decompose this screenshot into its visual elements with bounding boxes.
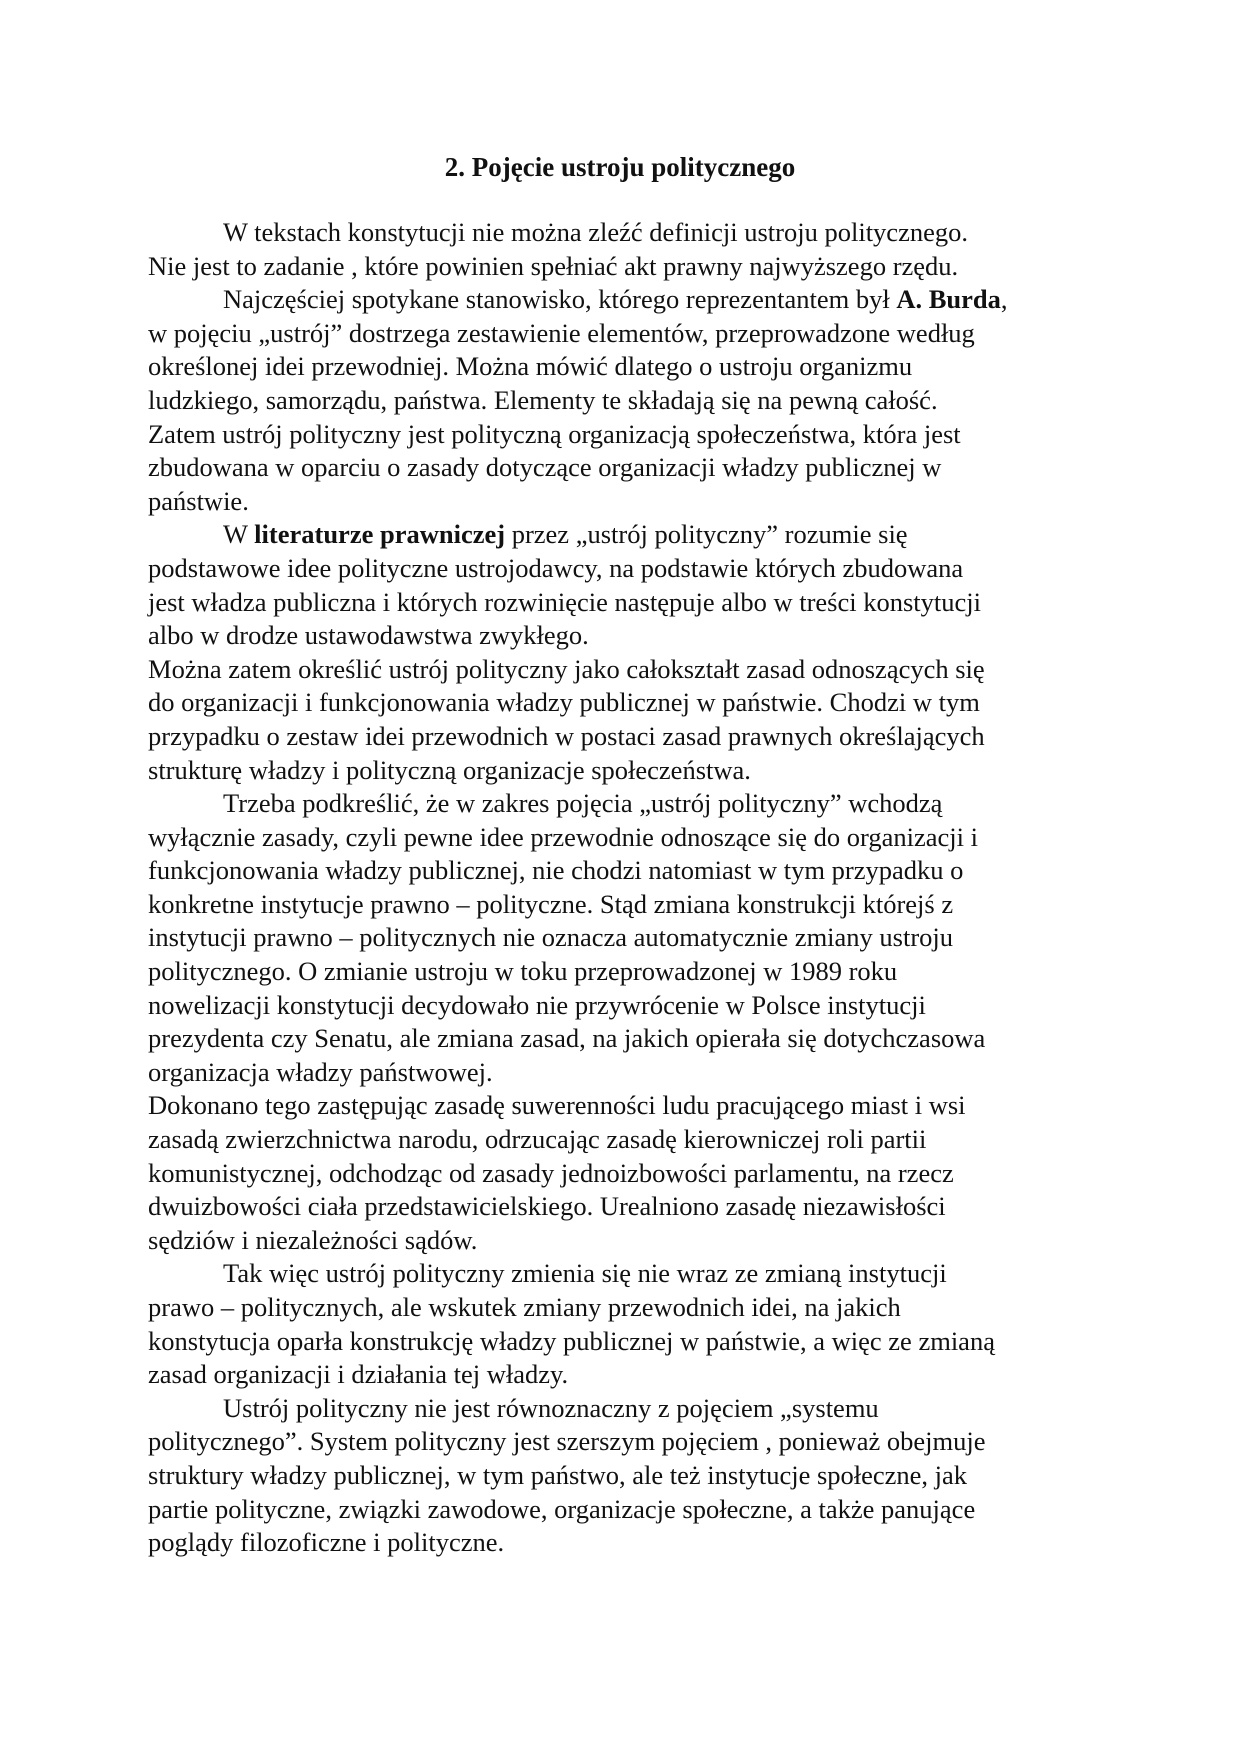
- text-span: nowelizacji konstytucji decydowało nie przywrócenie w Polsce instytucji: [148, 989, 926, 1020]
- text-line: [148, 1459, 1108, 1493]
- text-span: Zatem ustrój polityczny jest polityczną organizacją społeczeństwa, która jest: [148, 418, 961, 449]
- text-line: [148, 955, 1108, 989]
- text-line: [148, 1123, 1108, 1157]
- text-line: [148, 787, 1108, 821]
- text-span: poglądy filozoficzne i polityczne.: [148, 1527, 505, 1558]
- text-span: zasadą zwierzchnictwa narodu, odrzucając zasadę kierowniczej roli partii: [148, 1124, 927, 1155]
- text-span: komunistycznej, odchodząc od zasady jednoizbowości parlamentu, na rzecz: [148, 1157, 954, 1188]
- text-line: [148, 1392, 1108, 1426]
- text-line: [148, 1157, 1108, 1191]
- text-span: prezydenta czy Senatu, ale zmiana zasad, na jakich opierała się dotychczasowa: [148, 1023, 986, 1054]
- text-span: struktury władzy publicznej, w tym państwo, ale też instytucje społeczne, jak: [148, 1459, 968, 1490]
- text-span: przez „ustrój polityczny” rozumie się: [505, 519, 908, 550]
- text-span: Nie jest to zadanie , które powinien spełniać akt prawny najwyższego rzędu.: [148, 250, 959, 281]
- text-line: [148, 216, 1108, 250]
- text-line: [148, 1056, 1108, 1090]
- text-span: określonej idei przewodniej. Można mówić dlatego o ustroju organizmu: [148, 351, 913, 382]
- text-span: albo w drodze ustawodawstwa zwykłego.: [148, 620, 589, 651]
- text-line: [148, 518, 1108, 552]
- text-span: Dokonano tego zastępując zasadę suwerenności ludu pracującego miast i wsi: [148, 1090, 966, 1121]
- text-span: W: [223, 519, 255, 550]
- document-body: [148, 216, 1108, 1560]
- bold-text: literaturze prawniczej: [254, 519, 506, 550]
- text-span: sędziów i niezależności sądów.: [148, 1224, 478, 1255]
- text-span: instytucji prawno – politycznych nie oznacza automatycznie zmiany ustroju: [148, 922, 954, 953]
- text-line: [148, 418, 1108, 452]
- text-span: konstytucja oparła konstrukcję władzy publicznej w państwie, a więc ze zmianą: [148, 1325, 995, 1356]
- text-line: [148, 720, 1108, 754]
- text-line: [148, 888, 1108, 922]
- text-line: [148, 1526, 1108, 1560]
- text-span: Tak więc ustrój polityczny zmienia się nie wraz ze zmianą instytucji: [223, 1258, 947, 1289]
- text-line: [148, 250, 1108, 284]
- text-line: [148, 686, 1108, 720]
- text-line: [148, 1022, 1108, 1056]
- text-line: [148, 619, 1108, 653]
- text-span: Ustrój polityczny nie jest równoznaczny z pojęciem „systemu: [223, 1392, 879, 1423]
- text-span: prawo – politycznych, ale wskutek zmiany przewodnich idei, na jakich: [148, 1292, 901, 1322]
- text-span: państwie.: [148, 485, 249, 516]
- text-span: dwuizbowości ciała przedstawicielskiego. Urealniono zasadę niezawisłości: [148, 1191, 946, 1222]
- text-span: zbudowana w oparciu o zasady dotyczące organizacji władzy publicznej w: [148, 452, 942, 483]
- text-line: [148, 1325, 1108, 1359]
- text-span: podstawowe idee polityczne ustrojodawcy, na podstawie których zbudowana: [148, 552, 964, 583]
- text-line: [148, 317, 1108, 351]
- text-span: organizacja władzy państwowej.: [148, 1056, 493, 1087]
- text-line: [148, 754, 1108, 788]
- text-span: strukturę władzy i polityczną organizacje społeczeństwa.: [148, 754, 751, 785]
- text-line: [148, 1089, 1108, 1123]
- text-span: przypadku o zestaw idei przewodnich w postaci zasad prawnych określających: [148, 720, 985, 751]
- text-line: [148, 854, 1108, 888]
- text-line: [148, 1291, 1108, 1325]
- text-line: [148, 821, 1108, 855]
- text-line: [148, 1257, 1108, 1291]
- text-span: jest władza publiczna i których rozwinięcie następuje albo w treści konstytucji: [148, 586, 982, 617]
- text-span: Najczęściej spotykane stanowisko, którego reprezentantem był: [223, 284, 897, 315]
- text-line: [148, 921, 1108, 955]
- text-span: w pojęciu „ustrój” dostrzega zestawienie elementów, przeprowadzone według: [148, 317, 975, 348]
- text-line: [148, 653, 1108, 687]
- bold-text: A. Burda: [896, 284, 1001, 315]
- text-span: Można zatem określić ustrój polityczny jako całokształt zasad odnoszących się: [148, 653, 985, 684]
- text-span: W tekstach konstytucji nie można zleźć definicji ustroju politycznego.: [223, 217, 968, 247]
- text-line: [148, 552, 1108, 586]
- text-span: zasad organizacji i działania tej władzy.: [148, 1359, 569, 1390]
- text-line: [148, 384, 1108, 418]
- text-line: [148, 1190, 1108, 1224]
- page-title: 2. Pojęcie ustroju politycznego: [444, 152, 796, 182]
- text-span: do organizacji i funkcjonowania władzy publicznej w państwie. Chodzi w tym: [148, 687, 980, 718]
- text-span: funkcjonowania władzy publicznej, nie chodzi natomiast w tym przypadku o: [148, 855, 964, 886]
- text-line: [148, 485, 1108, 519]
- text-line: [148, 350, 1108, 384]
- text-line: [148, 1425, 1108, 1459]
- text-span: partie polityczne, związki zawodowe, organizacje społeczne, a także panujące: [148, 1493, 976, 1524]
- text-line: [148, 451, 1108, 485]
- text-line: [148, 1493, 1108, 1527]
- text-span: politycznego”. System polityczny jest szerszym pojęciem , ponieważ obejmuje: [148, 1426, 986, 1457]
- text-span: wyłącznie zasady, czyli pewne idee przewodnie odnoszące się do organizacji i: [148, 821, 978, 852]
- text-span: ,: [1000, 284, 1008, 315]
- text-span: politycznego. O zmianie ustroju w toku przeprowadzonej w 1989 roku: [148, 956, 898, 987]
- text-line: [148, 1224, 1108, 1258]
- text-line: [148, 283, 1108, 317]
- text-line: [148, 586, 1108, 620]
- text-line: [148, 1358, 1108, 1392]
- text-line: [148, 989, 1108, 1023]
- text-span: ludzkiego, samorządu, państwa. Elementy te składają się na pewną całość.: [148, 384, 938, 415]
- text-span: Trzeba podkreślić, że w zakres pojęcia „ustrój polityczny” wchodzą: [223, 788, 943, 819]
- text-span: konkretne instytucje prawno – polityczne. Stąd zmiana konstrukcji którejś z: [148, 888, 954, 919]
